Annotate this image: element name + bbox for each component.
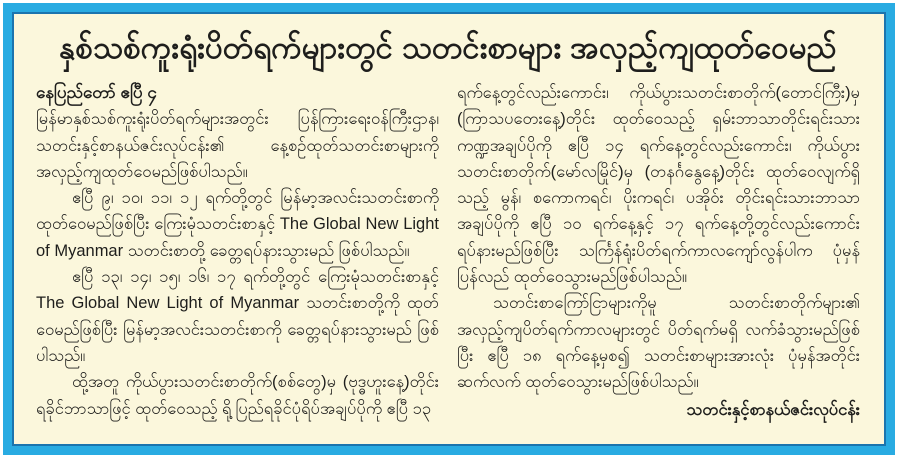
article-headline: နှစ်သစ်ကူးရုံးပိတ်ရက်များတွင် သတင်းစာများ အလှည့်ကျထုတ်ဝေမည် [59, 30, 837, 65]
paragraph-branch-supplements-continued: ရက်နေ့တွင်လည်းကောင်း၊ ကိုယ်ပွားသတင်းစာတိုက်(တောင်ကြီး)မှ (ကြာသပတေးနေ့)တိုင်း ထုတ်ဝေသည့် ရှမ်းဘာသာတိုင်းရင်းသားကဏ္ဍအချပ်ပိုကို ဧပြီ ၁၄ ရက်နေ့တွင်လည်းကောင်း၊ ကိုယ်ပွားသတင်းစာတိုက်(မော်လမြိုင်)မှ (တနင်္ဂနွေနေ့)တိုင်း ထုတ်ဝေလျက်ရှိသည့် မွန်၊ စကောကရင်၊ ပိုးကရင်၊ ပအိုဝ်း တိုင်းရင်းသားဘာသာအချပ်ပိုကို ဧပြီ ၁၀ ရက်နေ့နှင့် ၁၇ ရက်နေ့တို့တွင်လည်းကောင်း ရပ်နားမည်ဖြစ်ပြီး သင်္ကြန်ရုံးပိတ်ရက်ကာလကျော်လွန်ပါက ပုံမှန် ပြန်လည် ထုတ်ဝေသွားမည်ဖြစ်ပါသည်။ [457, 84, 860, 287]
article-frame [3, 3, 895, 455]
paragraph-intro: မြန်မာနှစ်သစ်ကူးရုံးပိတ်ရက်များအတွင်း ပြန်ကြားရေးဝန်ကြီးဌာန၊ သတင်းနှင့်စာနယ်ဇင်းလုပ်ငန်း၏ နေ့စဉ်ထုတ်သတင်းစာများကို အလှည့်ကျထုတ်ဝေမည်ဖြစ်ပါသည်။ [36, 110, 439, 181]
left-column [36, 80, 439, 422]
right-column [457, 80, 860, 423]
paragraph-advertisements: သတင်းစာကြော်ငြာများကိုမူ သတင်းစာတိုက်များ၏ အလှည့်ကျပိတ်ရက်ကာလများတွင် ပိတ်ရက်မရှိ လက်ခံသွားမည်ဖြစ်ပြီး ဧပြီ ၁၈ ရက်နေ့မှစ၍ သတင်းစာများအားလုံး ပုံမှန်အတိုင်း ဆက်လက် ထုတ်ဝေသွားမည်ဖြစ်ပါသည်။ [457, 294, 860, 392]
paragraph-branch-supplements-start: ထို့အတူ ကိုယ်ပွားသတင်းစာတိုက်(စစ်တွေ)မှ (ဗုဒ္ဓဟူးနေ့)တိုင်း ရခိုင်ဘာသာဖြင့် ထုတ်ဝေသည့် ရို့ပြည်ရခိုင်ပုံရိပ်အချပ်ပိုကို ဧပြီ ၁၃ [36, 373, 439, 418]
paragraph-april-9-12: ဧပြီ ၉၊ ၁၀၊ ၁၁၊ ၁၂ ရက်တို့တွင် မြန်မာ့အလင်းသတင်းစာကို ထုတ်ဝေမည်ဖြစ်ပြီး ကြေးမုံသတင်းစာနှင့် The Global New Light of Myanmar သတင်းစာတို့ ခေတ္တရပ်နားသွားမည် ဖြစ်ပါသည်။ [36, 189, 439, 260]
paragraph-april-13-17: ဧပြီ ၁၃၊ ၁၄၊ ၁၅၊ ၁၆၊ ၁၇ ရက်တို့တွင် ကြေးမုံသတင်းစာနှင့် The Global New Light of Myanmar သတင်းစာတို့ကို ထုတ်ဝေမည်ဖြစ်ပြီး မြန်မာ့အလင်းသတင်းစာကို ခေတ္တရပ်နားသွားမည် ဖြစ်ပါသည်။ [36, 268, 439, 365]
dateline: နေပြည်တော် ဧပြီ ၄ [36, 83, 157, 102]
byline: သတင်းနှင့်စာနယ်ဇင်းလုပ်ငန်း [686, 400, 860, 419]
article-body [36, 80, 860, 423]
